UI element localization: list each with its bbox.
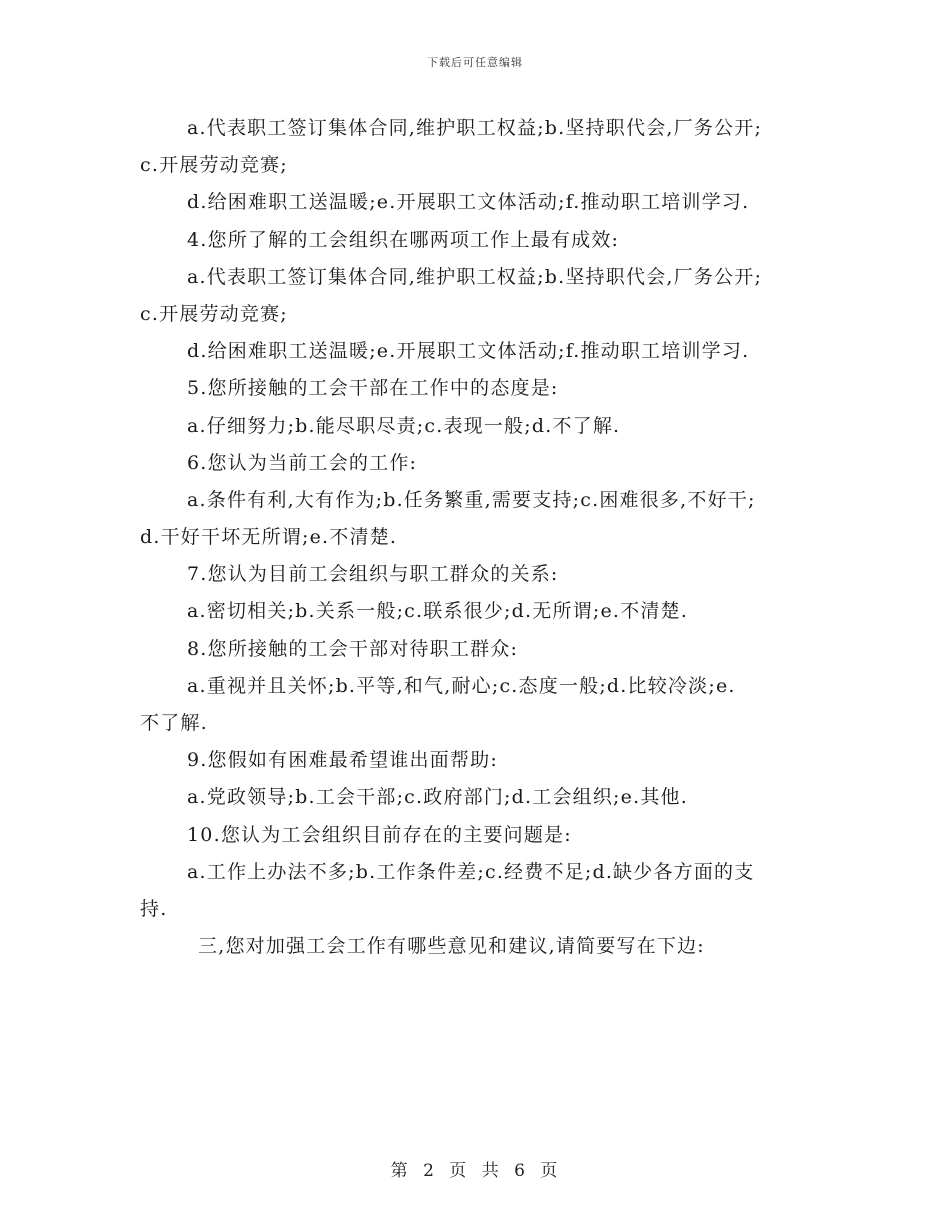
text-line: d.给困难职工送温暖;e.开展职工文体活动;f.推动职工培训学习. (187, 340, 750, 363)
section-heading: 三,您对加强工会工作有哪些意见和建议,请简要写在下边: (198, 935, 705, 958)
text-line: 持. (140, 897, 168, 920)
question-line: 9.您假如有困难最希望谁出面帮助: (187, 749, 498, 772)
text-line: 不了解. (140, 712, 208, 734)
page-header: 下载后可任意编辑 (427, 56, 523, 69)
document-body (140, 110, 812, 965)
text-line: a.密切相关;b.关系一般;c.联系很少;d.无所谓;e.不清楚. (187, 600, 688, 623)
text-line: d.给困难职工送温暖;e.开展职工文体活动;f.推动职工培训学习. (187, 191, 750, 214)
text-line: a.重视并且关怀;b.平等,和气,耐心;c.态度一般;d.比较冷淡;e. (187, 674, 736, 697)
question-line: 5.您所接触的工会干部在工作中的态度是: (187, 377, 559, 400)
text-line: d.干好干坏无所谓;e.不清楚. (140, 526, 398, 549)
question-line: 4.您所了解的工会组织在哪两项工作上最有成效: (187, 228, 620, 251)
page-number-footer: 第 2 页 共 6 页 (390, 1161, 560, 1181)
text-line: c.开展劳动竞赛; (140, 154, 288, 177)
text-line: a.工作上办法不多;b.工作条件差;c.经费不足;d.缺少各方面的支 (187, 860, 755, 883)
text-line: a.代表职工签订集体合同,维护职工权益;b.坚持职代会,厂务公开; (187, 117, 763, 139)
text-line: c.开展劳动竞赛; (140, 302, 288, 325)
text-line: a.仔细努力;b.能尽职尽责;c.表现一般;d.不了解. (187, 414, 621, 437)
text-line: a.代表职工签订集体合同,维护职工权益;b.坚持职代会,厂务公开; (187, 265, 763, 288)
text-line: a.条件有利,大有作为;b.任务繁重,需要支持;c.困难很多,不好干; (187, 488, 756, 511)
question-line: 7.您认为目前工会组织与职工群众的关系: (187, 563, 559, 586)
question-line: 10.您认为工会组织目前存在的主要问题是: (187, 823, 572, 846)
question-line: 8.您所接触的工会干部对待职工群众: (187, 637, 519, 660)
question-line: 6.您认为当前工会的工作: (187, 451, 418, 474)
text-line: a.党政领导;b.工会干部;c.政府部门;d.工会组织;e.其他. (187, 786, 688, 809)
